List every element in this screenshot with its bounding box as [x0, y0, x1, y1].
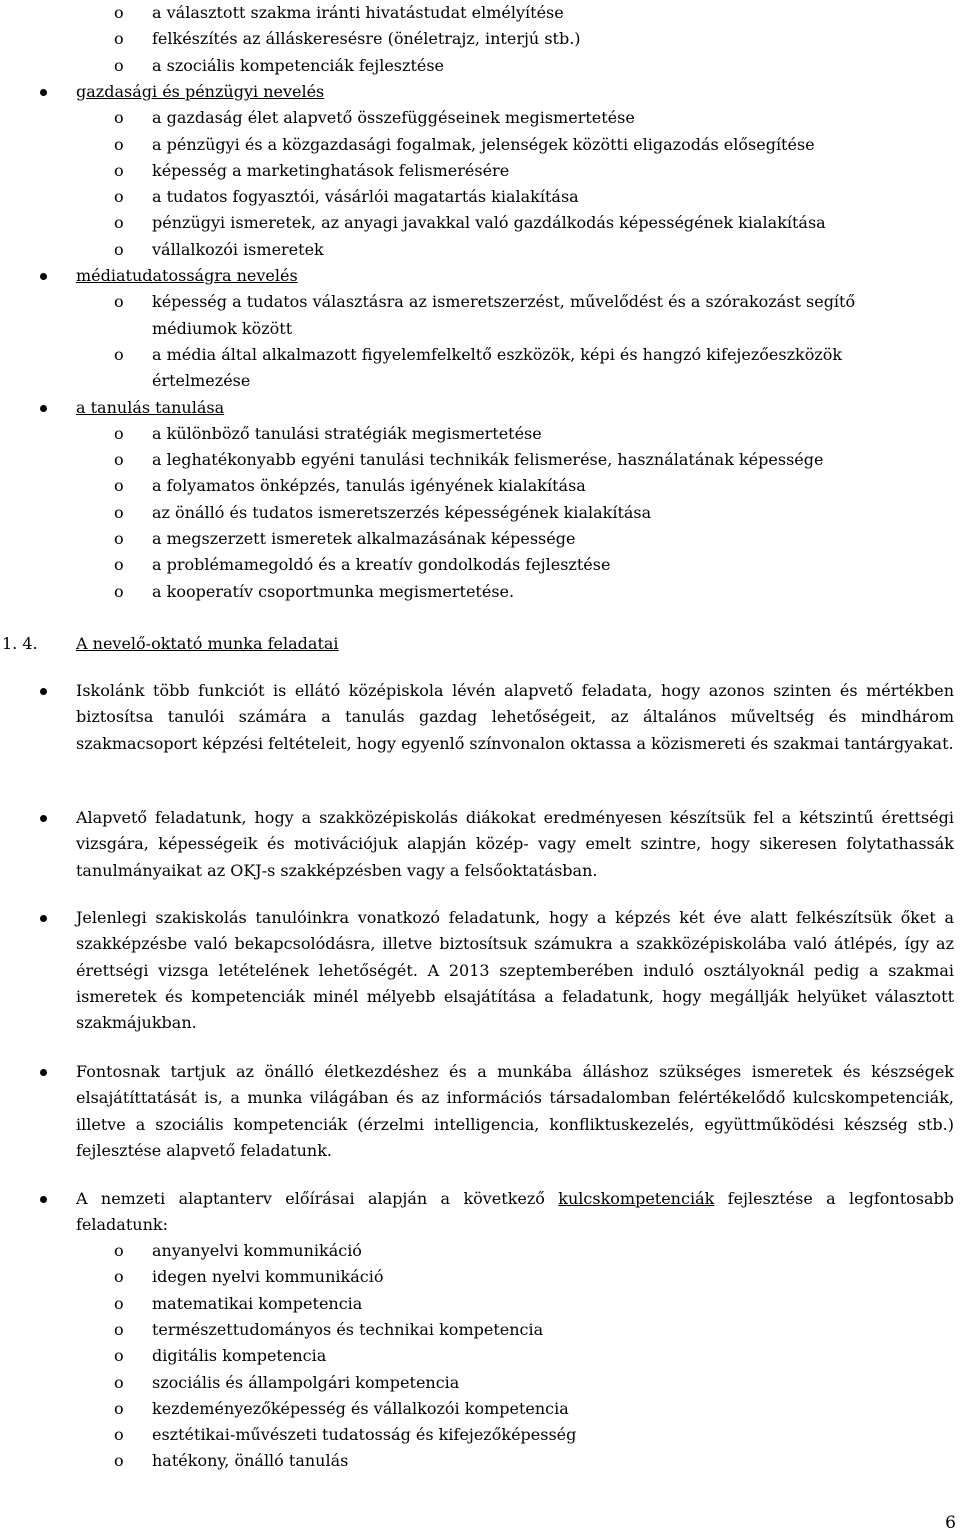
list-item: képesség a tudatos választásra az ismeretszerzést, művelődést és a szórakozást segítő [152, 292, 856, 312]
sub-bullet-marker: o [114, 160, 124, 180]
paragraph-1: Iskolánk több funkciót is ellátó középiskola lévén alapvető feladata, hogy azonos szinten és mértékben biztosítsa tanulói számára a tanulás gazdag lehetőségeit, az általános műveltség és mindhárom szakmacsoport képzési feltételeit, hogy egyenlő színvonalon oktassa a közismereti és szakmai tantárgyakat. [76, 681, 954, 753]
sub-bullet-marker: o [114, 1293, 124, 1313]
sub-bullet-marker: o [114, 29, 124, 49]
list-item: a tudatos fogyasztói, vásárlói magatartás kialakítása [152, 187, 579, 207]
competency-item: digitális kompetencia [152, 1346, 327, 1366]
paragraph-2: Alapvető feladatunk, hogy a szakközépiskolás diákokat eredményesen készítsük fel a kétszintű érettségi vizsgára, képességeik és motivációjuk alapján közép- vagy emelt szintre, hogy sikeresen folytathassák tanulmányaikat az OKJ-s szakképzésben vagy a felsőoktatásban. [76, 808, 954, 880]
paragraph-bullet [40, 688, 47, 695]
sub-bullet-marker: o [114, 1372, 124, 1392]
list-item: értelmezése [152, 371, 251, 391]
sub-bullet-marker: o [114, 450, 124, 470]
paragraph-3: Jelenlegi szakiskolás tanulóinkra vonatkozó feladatunk, hogy a képzés két éve alatt felkészítsük őket a szakképzésbe való bekapcsolódásra, illetve biztosítsuk számukra a szakközépiskolába való átlépés, így az érettségi vizsga letételének lehetőségét. A 2013 szeptemberében induló osztályoknál pedig a szakmai ismeretek és kompetenciák minél mélyebb elsajátítása a feladatunk, hogy megállják helyüket választott szakmájukban. [76, 908, 954, 1033]
paragraph-bullet [40, 1196, 47, 1203]
list-bullet [40, 273, 47, 280]
sub-bullet-marker: o [114, 1319, 124, 1339]
competency-item: anyanyelvi kommunikáció [152, 1241, 362, 1260]
sub-bullet-marker: o [114, 502, 124, 522]
page-number: 6 [945, 1513, 956, 1533]
sub-bullet-marker: o [114, 213, 124, 233]
list-item: felkészítés az álláskeresésre (önéletrajz, interjú stb.) [152, 29, 581, 49]
list-item: a megszerzett ismeretek alkalmazásának képessége [152, 529, 576, 548]
competency-item: matematikai kompetencia [152, 1293, 363, 1313]
list-item: a problémamegoldó és a kreatív gondolkodás fejlesztése [152, 555, 611, 575]
sub-bullet-marker: o [114, 1267, 124, 1287]
paragraph-bullet [40, 815, 47, 822]
list-item: a szociális kompetenciák fejlesztése [152, 55, 445, 75]
list-item: a folyamatos önképzés, tanulás igényének kialakítása [152, 476, 586, 496]
list-item: a különböző tanulási stratégiák megismertetése [152, 423, 542, 443]
sub-bullet-marker: o [114, 476, 124, 496]
competency-item: esztétikai-művészeti tudatosság és kifejezőképesség [152, 1425, 577, 1445]
paragraph-bullet [40, 915, 47, 922]
list-item: a leghatékonyabb egyéni tanulási technikák felismerése, használatának képessége [152, 450, 824, 470]
competency-item: kezdeményezőképesség és vállalkozói kompetencia [152, 1398, 569, 1418]
sub-bullet-marker: o [114, 187, 124, 207]
sub-bullet-marker: o [114, 1451, 124, 1471]
paragraph-5 [76, 1186, 954, 1239]
list-item: a kooperatív csoportmunka megismertetése. [152, 581, 515, 601]
sub-bullet-marker: o [114, 344, 124, 364]
list-item: képesség a marketinghatások felismerésére [152, 160, 510, 180]
sub-bullet-marker: o [114, 239, 124, 259]
key-competencies-term: kulcskompetenciák [558, 1189, 715, 1208]
section-heading [2, 631, 339, 657]
sub-bullet-marker: o [114, 134, 124, 154]
list-item: a gazdaság élet alapvető összefüggéseinek megismertetése [152, 108, 635, 128]
list-item: pénzügyi ismeretek, az anyagi javakkal való gazdálkodás képességének kialakítása [152, 213, 826, 233]
section-number: 1. 4. [2, 634, 38, 653]
paragraph-bullet [40, 1069, 47, 1076]
section-title: A nevelő-oktató munka feladatai [76, 634, 339, 653]
sub-bullet-marker: o [114, 1241, 124, 1260]
list-item: médiumok között [152, 318, 293, 338]
list-bullet [40, 405, 47, 412]
sub-bullet-marker: o [114, 55, 124, 75]
sub-bullet-marker: o [114, 581, 124, 601]
list-heading: a tanulás tanulása [76, 397, 225, 417]
sub-bullet-marker: o [114, 555, 124, 575]
sub-bullet-marker: o [114, 108, 124, 128]
paragraph-5-start: A nemzeti alaptanterv előírásai alapján a következő [76, 1189, 545, 1208]
list-item: vállalkozói ismeretek [152, 239, 324, 259]
competency-item: idegen nyelvi kommunikáció [152, 1267, 384, 1287]
sub-bullet-marker: o [114, 1425, 124, 1445]
paragraph-5-end: fejlesztése a legfontosabb feladatunk: [76, 1189, 954, 1235]
sub-bullet-marker: o [114, 529, 124, 548]
list-item: a pénzügyi és a közgazdasági fogalmak, jelenségek közötti eligazodás elősegítése [152, 134, 815, 154]
competency-item: szociális és állampolgári kompetencia [152, 1372, 460, 1392]
paragraph-4: Fontosnak tartjuk az önálló életkezdéshez és a munkába álláshoz szükséges ismeretek és készségek elsajátíttatását is, a munka világában és az információs társadalomban felértékelődő kulcskompetenciák, illetve a szociális kompetenciák (érzelmi intelligencia, konfliktuskezelés, együttműködési készség stb.) fejlesztése alapvető feladatunk. [76, 1062, 954, 1160]
sub-bullet-marker: o [114, 1346, 124, 1366]
sub-bullet-marker: o [114, 1398, 124, 1418]
sub-bullet-marker: o [114, 423, 124, 443]
competency-item: természettudományos és technikai kompetencia [152, 1319, 544, 1339]
sub-bullet-marker: o [114, 292, 124, 312]
sub-bullet-marker: o [114, 3, 124, 22]
list-heading: gazdasági és pénzügyi nevelés [76, 81, 325, 101]
list-heading: médiatudatosságra nevelés [76, 266, 298, 285]
list-bullet [40, 89, 47, 96]
list-item: a választott szakma iránti hivatástudat elmélyítése [152, 3, 564, 22]
list-item: az önálló és tudatos ismeretszerzés képességének kialakítása [152, 502, 652, 522]
list-item: a média által alkalmazott figyelemfelkeltő eszközök, képi és hangzó kifejezőeszközök [152, 344, 843, 364]
competency-item: hatékony, önálló tanulás [152, 1451, 349, 1471]
